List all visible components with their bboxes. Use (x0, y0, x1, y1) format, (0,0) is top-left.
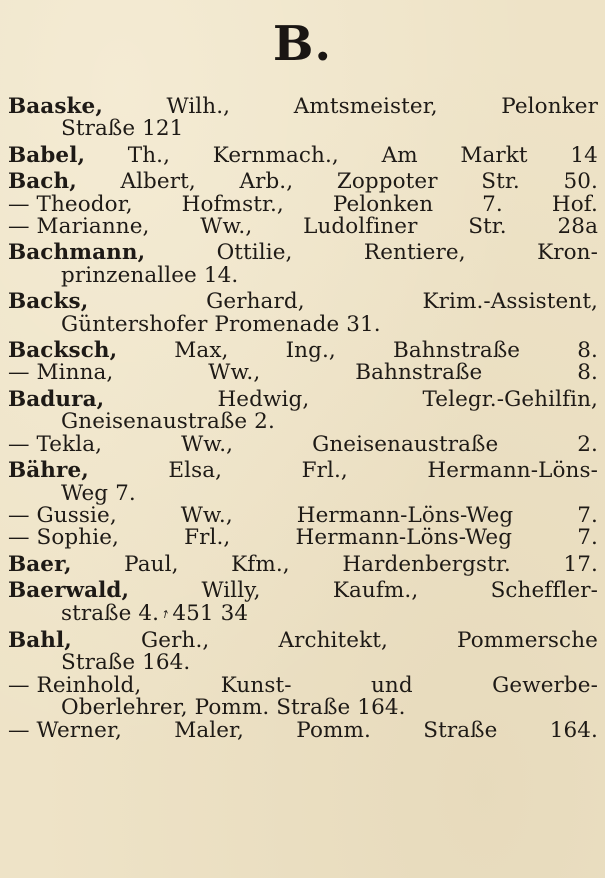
entry-line (8, 142, 598, 168)
surname: Bachmann, (8, 240, 146, 266)
continuation-text: Güntershofer Promenade 31. (61, 311, 381, 337)
entry-line (8, 216, 598, 238)
entry-word: Arb., (239, 169, 294, 195)
entry-word: Ww., (200, 214, 253, 240)
entry-word: Kernmach., (212, 142, 339, 168)
entry-word: Hofmstr., (181, 191, 284, 217)
entry-word: Hedwig, (217, 386, 310, 412)
entry-word: Hermann-Löns- (427, 458, 598, 484)
directory-entries (8, 96, 598, 742)
entry-word: Th., (127, 142, 171, 168)
entry-word: Pomm. (296, 717, 371, 743)
entry-word: Markt (460, 142, 528, 168)
directory-entry (8, 142, 598, 168)
surname: Baerwald, (8, 578, 130, 604)
section-letter-heading: B. (272, 16, 333, 72)
entry-line (8, 340, 598, 362)
entry-word: Telegr.-Gehilfin, (422, 386, 598, 412)
entry-line (8, 171, 598, 193)
entry-line (8, 291, 598, 313)
entry-line (8, 460, 598, 482)
directory-subentry (8, 362, 598, 384)
entry-line (8, 580, 598, 602)
continuation-text: Weg 7. (61, 480, 136, 506)
surname: Baaske, (8, 94, 103, 119)
entry-word: Scheffler- (490, 578, 598, 604)
entry-word: Krim.-Assistent, (422, 289, 598, 315)
entry-continuation (8, 311, 598, 337)
entry-word: Frl., (301, 458, 348, 484)
entry-line (8, 191, 598, 217)
entry-continuation (8, 411, 598, 433)
surname: Bahl, (8, 627, 72, 653)
entry-word: Maler, (174, 717, 244, 743)
continuation-text: Straße 164. (61, 650, 191, 676)
entry-word: Max, (174, 338, 229, 364)
entry-word: 7. (577, 525, 598, 551)
directory-entry (8, 96, 598, 141)
directory-entry (8, 340, 598, 362)
entry-word: Rentiere, (363, 240, 466, 266)
given-name: — Minna, (8, 360, 114, 386)
directory-entry (8, 627, 598, 676)
entry-word: 14 (570, 142, 598, 168)
entry-word: Paul, (124, 551, 179, 577)
entry-word: Bahnstraße (392, 338, 521, 364)
entry-word: 2. (577, 431, 598, 457)
entry-word: Frl., (184, 525, 231, 551)
entry-word: Gewerbe- (492, 672, 598, 698)
entry-word: Wilh., (166, 94, 231, 119)
directory-entry (8, 171, 598, 193)
entry-word: Kron- (537, 240, 598, 266)
entry-continuation (8, 118, 598, 140)
given-name: — Werner, (8, 717, 122, 743)
given-name: — Tekla, (8, 431, 103, 457)
given-name: — Reinhold, (8, 672, 142, 698)
directory-entry (8, 551, 598, 577)
entry-word: Ww., (208, 360, 261, 386)
directory-subentry (8, 717, 598, 743)
entry-word: Pommersche (457, 627, 598, 653)
entry-word: 28a (557, 214, 598, 240)
entry-word: 8. (577, 338, 598, 364)
surname: Bähre, (8, 458, 89, 484)
entry-word: Pelonker (501, 94, 598, 119)
continuation-text: prinzenallee 14. (61, 262, 239, 288)
entry-word: Gerh., (141, 627, 210, 653)
entry-line (8, 627, 598, 653)
directory-subentry (8, 502, 598, 528)
entry-word: 164. (549, 717, 598, 743)
entry-line (8, 362, 598, 384)
entry-word: Pelonken (332, 191, 434, 217)
entry-word: Willy, (201, 578, 261, 604)
entry-line (8, 527, 598, 549)
entry-line (8, 502, 598, 528)
given-name: — Theodor, (8, 191, 133, 217)
directory-entry (8, 291, 598, 336)
entry-word: Straße (423, 717, 498, 743)
entry-line (8, 96, 598, 118)
surname: Badura, (8, 386, 105, 412)
entry-word: Kfm., (231, 551, 290, 577)
entry-word: Ww., (181, 431, 234, 457)
entry-word: Ludolfiner (303, 214, 418, 240)
entry-word: Gerhard, (206, 289, 305, 315)
entry-line (8, 551, 598, 577)
directory-entry (8, 386, 598, 435)
entry-word: Ing., (285, 338, 336, 364)
entry-continuation (8, 480, 598, 506)
entry-word: Hardenbergstr. (342, 551, 511, 577)
entry-word: 7. (482, 191, 503, 217)
entry-word: 50. (563, 169, 598, 195)
entry-continuation (8, 600, 598, 626)
directory-subentry (8, 431, 598, 457)
given-name: — Gussie, (8, 502, 117, 528)
entry-word: Architekt, (278, 627, 388, 653)
entry-line (8, 431, 598, 457)
directory-entry (8, 580, 598, 626)
surname: Backs, (8, 289, 89, 315)
given-name: — Sophie, (8, 525, 119, 551)
entry-continuation (8, 697, 598, 719)
entry-word: Am (381, 142, 418, 168)
entry-word: und (370, 672, 413, 698)
entry-word: Hof. (551, 191, 598, 217)
entry-word: Hermann-Löns-Weg (296, 502, 514, 528)
entry-word: Kaufm., (332, 578, 419, 604)
entry-word: Amtsmeister, (293, 94, 438, 119)
entry-word: Kunst- (220, 672, 292, 698)
directory-subentry (8, 216, 598, 238)
continuation-text: straße 4. (61, 600, 160, 626)
entry-line (8, 717, 598, 743)
entry-word: Ww., (180, 502, 233, 528)
entry-word: Ottilie, (216, 240, 293, 266)
phone-number: 451 34 (172, 600, 249, 626)
entry-word: Gneisenaustraße (312, 431, 499, 457)
entry-word: 8. (577, 360, 598, 386)
entry-word: Albert, (120, 169, 196, 195)
entry-word: 7. (577, 502, 598, 528)
telephone-icon: ⭎ (163, 603, 169, 622)
entry-word: 17. (563, 551, 598, 577)
entry-word: Str. (468, 214, 507, 240)
surname: Babel, (8, 142, 86, 168)
continuation-text: Gneisenaustraße 2. (61, 409, 275, 435)
entry-word: Bahnstraße (355, 360, 483, 386)
continuation-text: Oberlehrer, Pomm. Straße 164. (61, 695, 406, 721)
entry-word: Zoppoter (336, 169, 438, 195)
entry-line (8, 386, 598, 412)
entry-word: Elsa, (168, 458, 223, 484)
surname: Baer, (8, 551, 72, 577)
directory-subentry (8, 527, 598, 549)
directory-entry (8, 460, 598, 505)
entry-line (8, 242, 598, 264)
directory-entry (8, 242, 598, 287)
directory-subentry (8, 672, 598, 721)
given-name: — Marianne, (8, 214, 150, 240)
entry-continuation (8, 652, 598, 674)
surname: Backsch, (8, 338, 118, 364)
entry-word: Hermann-Löns-Weg (295, 525, 513, 551)
directory-subentry (8, 191, 598, 217)
entry-line (8, 672, 598, 698)
continuation-text: Straße 121 (61, 116, 184, 142)
entry-continuation (8, 262, 598, 288)
entry-word: Str. (481, 169, 520, 195)
surname: Bach, (8, 169, 77, 195)
